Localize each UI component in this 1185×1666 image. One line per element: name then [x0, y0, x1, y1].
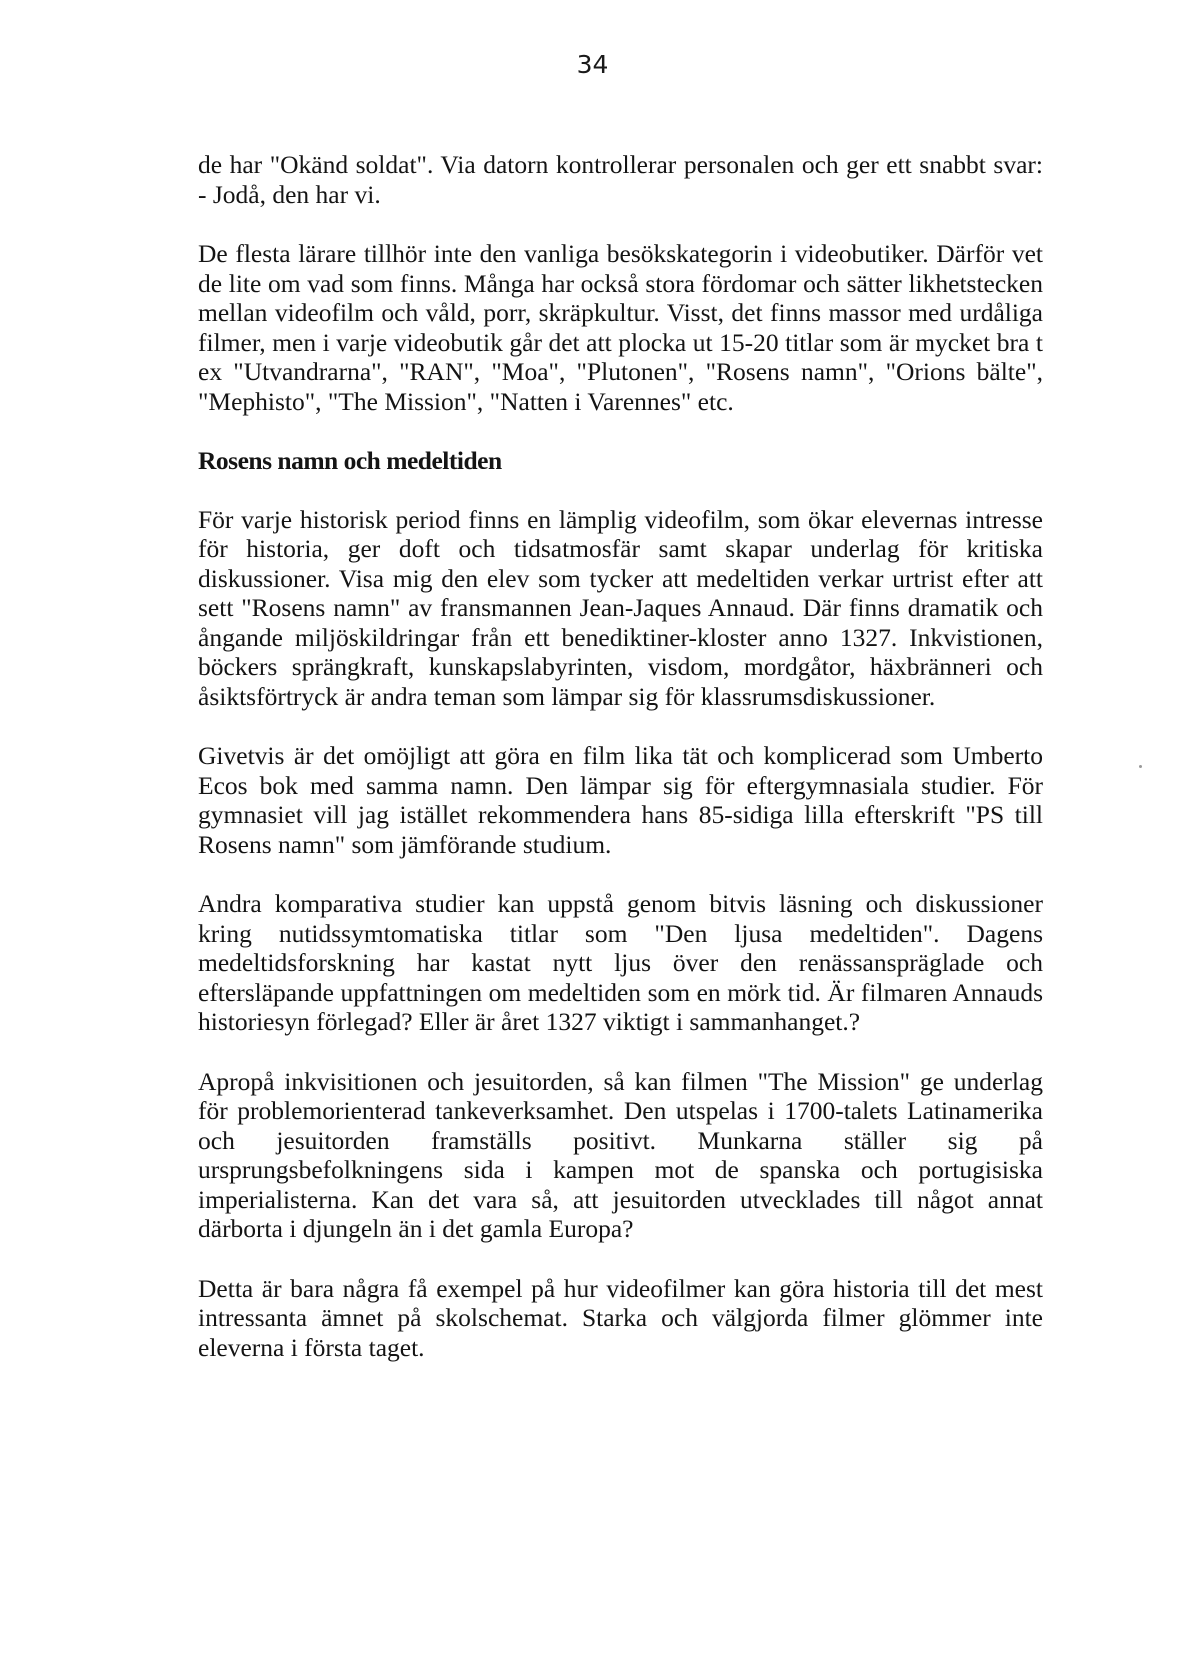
paragraph: För varje historisk period finns en lämplig videofilm, som ökar elevernas intresse för historia, ger doft och tidsatmosfär samt skapar underlag för kritiska diskussioner. Visa mig den elev som tycker att medeltiden verkar urtrist efter att sett "Rosens namn" av fransmannen Jean-Jaques Annaud. Där finns dramatik och ångande miljöskildringar från ett benediktiner-kloster anno 1327. Inkvistionen, böckers sprängkraft, kunskapslabyrinten, visdom, mordgåtor, häxbränneri och åsiktsförtryck är andra teman som lämpar sig för klassrumsdiskussioner. — [198, 504, 1043, 711]
paragraph: de har "Okänd soldat". Via datorn kontrollerar personalen och ger ett snabbt svar: - Jodå, den har vi. — [198, 150, 1043, 209]
scan-speck — [1139, 765, 1142, 768]
paragraph: Detta är bara några få exempel på hur videofilmer kan göra historia till det mest intressanta ämnet på skolschemat. Starka och välgjorda filmer glömmer inte eleverna i första taget. — [198, 1273, 1043, 1362]
paragraph: Givetvis är det omöjligt att göra en film lika tät och komplicerad som Umberto Ecos bok med samma namn. Den lämpar sig för eftergymnasiala studier. För gymnasiet vill jag istället rekommendera hans 85-sidiga lilla efterskrift "PS till Rosens namn" som jämförande studium. — [198, 741, 1043, 859]
section-heading: Rosens namn och medeltiden — [198, 446, 502, 475]
paragraph: Apropå inkvisitionen och jesuitorden, så kan filmen "The Mission" ge underlag för problemorienterad tankeverksamhet. Den utspelas i 1700-talets Latinamerika och jesuitorden framställs positivt. Munkarna ställer sig på ursprungsbefolkningens sida i kampen mot de spanska och portugisiska imperialisterna. Kan det vara så, att jesuitorden utvecklades till något annat därborta i djungeln än i det gamla Europa? — [198, 1066, 1043, 1243]
paragraph: Andra komparativa studier kan uppstå genom bitvis läsning och diskussioner kring nutidssymtomatiska titlar som "Den ljusa medeltiden". Dagens medeltidsforskning har kastat nytt ljus över den renässanspräglade och eftersläpande uppfattningen om medeltiden som en mörk tid. Är filmaren Annauds historiesyn förlegad? Eller är året 1327 viktigt i sammanhanget.? — [198, 889, 1043, 1036]
page-body — [198, 150, 1043, 1392]
page-number: 34 — [576, 50, 609, 79]
paragraph: De flesta lärare tillhör inte den vanliga besökskategorin i videobutiker. Därför vet de lite om vad som finns. Många har också stora fördomar och sätter likhetstecken mellan videofilm och våld, porr, skräpkultur. Visst, det finns massor med urdåliga filmer, men i varje videobutik går det att plocka ut 15-20 titlar som är mycket bra t ex "Utvandrarna", "RAN", "Moa", "Plutonen", "Rosens namn", "Orions bälte", "Mephisto", "The Mission", "Natten i Varennes" etc. — [198, 239, 1043, 416]
